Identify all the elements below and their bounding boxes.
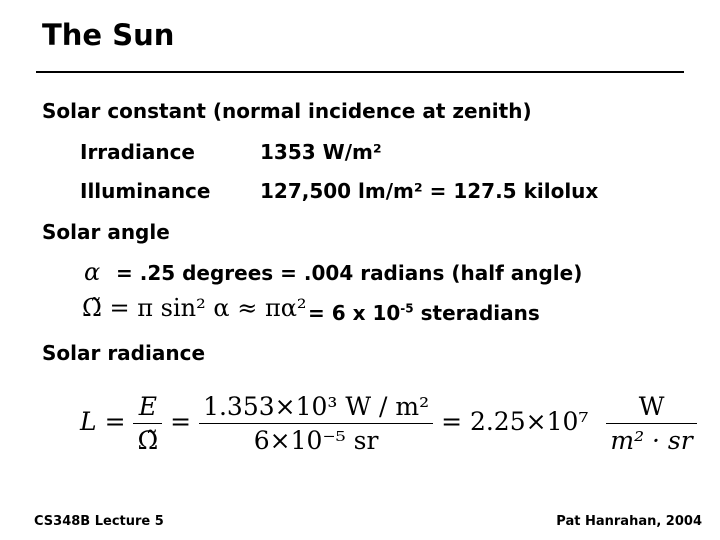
solid-angle-formula: Ω̃ = π sin² α ≈ πα² [82,294,307,322]
radiance-L: L [80,407,97,436]
title-divider [36,71,684,73]
alpha-symbol [84,258,100,286]
irradiance-value: 1353 W/m² [260,140,382,164]
radiance-equals-1: = [104,407,126,436]
radiance-equals-2: = [170,407,192,436]
solid-angle-result-exponent: -5 [400,301,414,316]
illuminance-label: Illuminance [80,179,211,203]
radiance-equals-3: = 2.25×10⁷ [441,407,589,436]
solid-angle-result [308,301,540,325]
radiance-fraction-middle [199,392,433,455]
solar-angle-heading: Solar angle [42,220,170,244]
radiance-fraction-left [133,392,162,455]
radiance-denominator-middle: 6×10⁻⁵ sr [253,426,379,455]
radiance-fraction-right [606,392,696,455]
slide-title: The Sun [42,18,175,52]
solar-radiance-heading: Solar radiance [42,341,206,365]
solid-angle-result-prefix: = 6 x 10 [308,301,401,325]
footer-course: CS348B Lecture 5 [34,514,164,529]
solid-angle-result-suffix: steradians [413,301,540,325]
irradiance-label: Irradiance [80,140,195,164]
radiance-numerator-right: W [606,392,696,424]
radiance-E: E [133,392,162,424]
illuminance-value: 127,500 lm/m² = 127.5 kilolux [260,179,599,203]
solid-angle-equation [82,294,307,322]
footer-author: Pat Hanrahan, 2004 [556,514,702,529]
radiance-numerator-middle: 1.353×10³ W / m² [199,392,433,424]
radiance-omega: Ω̃ [137,426,159,455]
alpha-glyph: α [84,258,101,286]
solar-constant-heading: Solar constant (normal incidence at zenith) [42,99,532,123]
radiance-denominator-right: m² · sr [610,426,693,455]
radiance-equation [80,392,697,455]
alpha-definition: = .25 degrees = .004 radians (half angle) [116,261,583,285]
